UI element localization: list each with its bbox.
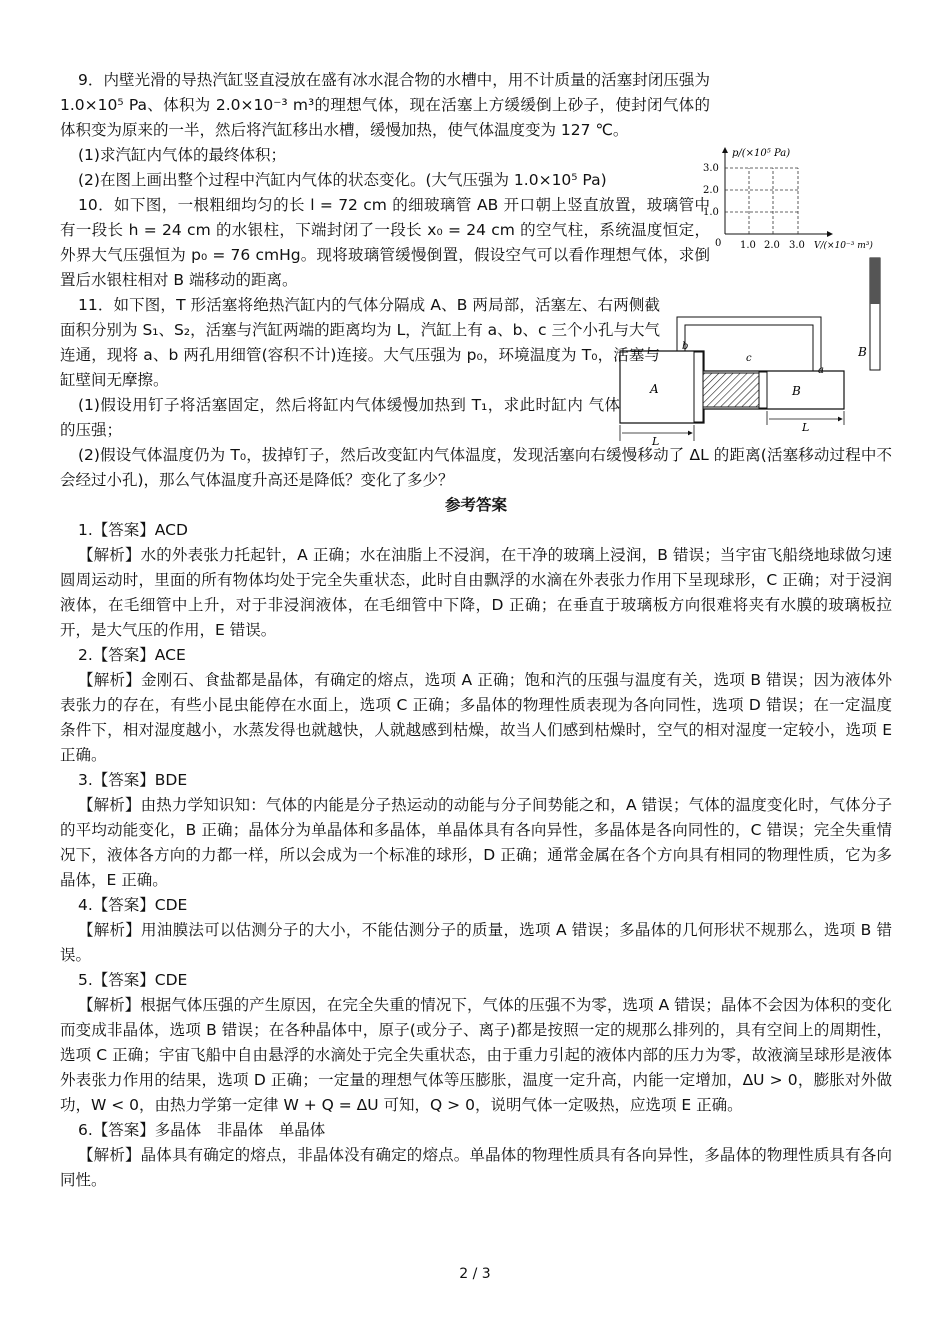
piston-head	[694, 352, 703, 422]
answer-3-head: 3.【答案】BDE	[78, 771, 188, 789]
q10-text: 10．如下图，一根粗细均匀的长 l = 72 cm 的细玻璃管 AB 开口朝上竖直放置，玻璃管中有一段长 h = 24 cm 的水银柱，下端封闭了一段长 x₀ = 24 cm 的空气柱，系统温度恒定，外界大气压强恒为 p₀ = 76 cmHg。现将玻璃管缓慢倒置，假设空气可以看作理想气体，求倒置后水银柱相对 B 端移动的距离。	[60, 196, 710, 289]
pv-x-tick-2: 2.0	[764, 240, 780, 251]
cylinder-figure	[614, 315, 850, 447]
cyl-label-c-hole: c	[746, 353, 752, 364]
cyl-label-b-hole: b	[682, 341, 689, 352]
page-footer: 2 / 3	[459, 1266, 491, 1282]
pv-y-tick-1: 1.0	[703, 207, 719, 218]
pv-x-tick-3: 3.0	[789, 240, 805, 251]
tube-label-b: B	[858, 345, 867, 359]
cyl-label-L-right: L	[802, 421, 810, 434]
pv-y-label: p/(×10⁵ Pa)	[732, 148, 791, 159]
cyl-label-L-left: L	[652, 435, 660, 447]
cyl-label-A: A	[650, 382, 659, 396]
q9-sub1: (1)求汽缸内气体的最终体积；	[78, 146, 286, 164]
q9-text: 9．内壁光滑的导热汽缸竖直浸放在盛有冰水混合物的水槽中，用不计质量的活塞封闭压强为 1.0×10⁵ Pa、体积为 2.0×10⁻³ m³的理想气体，现在活塞上方缓缓倒上砂子，使封闭气体的体积变为原来的一半，然后将汽缸移出水槽，缓慢加热，使气体温度变为 127 ℃。	[60, 71, 710, 139]
answer-5-body: 【解析】根据气体压强的产生原因，在完全失重的情况下，气体的压强不为零，选项 A 错误；晶体不会因为体积的变化而变成非晶体，选项 B 错误；在各种晶体中，原子(或分子、离子)都是按照一定的规那么排列的，具有空间上的周期性，选项 C 正确；宇宙飞船中自由悬浮的水滴处于完全失重状态，由于重力引起的液体内部的压力为零，故液滴呈球形是液体外表张力作用的结果，选项 D 正确；一定量的理想气体等压膨胀，温度一定升高，内能一定增加，ΔU > 0，膨胀对外做功，W < 0，由热力学第一定律 W + Q = ΔU 可知，Q > 0，说明气体一定吸热，应选项 E 正确。	[60, 996, 892, 1114]
piston-stem	[703, 373, 759, 407]
q9-sub2: (2)在图上画出整个过程中汽缸内气体的状态变化。(大气压强为 1.0×10⁵ Pa)	[78, 171, 607, 189]
pv-grid	[725, 168, 798, 234]
pv-x-tick-1: 1.0	[740, 240, 756, 251]
q11-text: 11．如下图，T 形活塞将绝热汽缸内的气体分隔成 A、B 两局部，活塞左、右两侧截面积分别为 S₁、S₂，活塞与汽缸两端的距离均为 L，汽缸上有 a、b、c 三个小孔与大气连通，现将 a、b 两孔用细管(容积不计)连接。大气压强为 p₀，环境温度为 T₀，活塞与缸壁间无摩擦。	[60, 296, 660, 389]
glass-tube-figure	[858, 256, 898, 376]
q11-sub2: (2)假设气体温度仍为 T₀，拔掉钉子，然后改变缸内气体温度，发现活塞向右缓慢移动了 ΔL 的距离(活塞移动过程中不会经过小孔)，那么气体温度升高还是降低？变化了多少？	[60, 446, 892, 489]
pv-origin: 0	[715, 238, 722, 249]
answer-5-head: 5.【答案】CDE	[78, 971, 188, 989]
pv-x-label: V/(×10⁻³ m³)	[814, 241, 873, 251]
cyl-label-B: B	[792, 384, 801, 398]
answer-6-head: 6.【答案】多晶体 非晶体 单晶体	[78, 1121, 326, 1139]
answer-6-body: 【解析】晶体具有确定的熔点，非晶体没有确定的熔点。单晶体的物理性质具有各向异性，多晶体的物理性质具有各向同性。	[60, 1146, 892, 1189]
answer-3-body: 【解析】由热力学知识知：气体的内能是分子热运动的动能与分子间势能之和，A 错误；气体的温度变化时，气体分子的平均动能变化，B 正确；晶体分为单晶体和多晶体，单晶体具有各向异性，多晶体是各向同性的，C 错误；完全失重情况下，液体各方向的力都一样，所以会成为一个标准的球形，D 正确；通常金属在各个方向具有相同的物理性质，它为多晶体，E 正确。	[60, 796, 892, 889]
q11-sub1: (1)假设用钉子将活塞固定，然后将缸内气体缓慢加热到 T₁，求此时缸内 气体的压强；	[60, 396, 620, 439]
cyl-label-a-hole: a	[818, 365, 824, 376]
piston-small-head	[759, 372, 767, 408]
answer-1-head: 1.【答案】ACD	[78, 521, 188, 539]
pv-y-tick-2: 2.0	[703, 185, 719, 196]
answer-1-body: 【解析】水的外表张力托起针，A 正确；水在油脂上不浸润，在干净的玻璃上浸润，B 错误；当宇宙飞船绕地球做匀速圆周运动时，里面的所有物体均处于完全失重状态，此时自由飘浮的水滴在外表张力作用下呈现球形，C 正确；对于浸润液体，在毛细管中上升，对于非浸润液体，在毛细管中下降，D 正确；在垂直于玻璃板方向很难将夹有水膜的玻璃板拉开，是大气压的作用，E 错误。	[60, 546, 892, 639]
answer-2-head: 2.【答案】ACE	[78, 646, 186, 664]
answers-title: 参考答案	[444, 496, 507, 514]
answer-2-body: 【解析】金刚石、食盐都是晶体，有确定的熔点，选项 A 正确；饱和汽的压强与温度有关，选项 B 错误；因为液体外表张力的存在，有些小昆虫能停在水面上，选项 C 正确；多晶体的物理性质表现为各向同性，选项 D 错误；在一定温度条件下，相对湿度越小，水蒸发得也就越快，人就越感到枯燥，故当人们感到枯燥时，空气的相对湿度一定较小，选项 E 正确。	[60, 671, 892, 764]
pv-y-tick-3: 3.0	[703, 163, 719, 174]
answer-4-head: 4.【答案】CDE	[78, 896, 188, 914]
pv-graph	[700, 142, 900, 254]
answer-4-body: 【解析】用油膜法可以估测分子的大小，不能估测分子的质量，选项 A 错误；多晶体的几何形状不规那么，选项 B 错误。	[60, 921, 892, 964]
mercury-column	[870, 258, 880, 304]
